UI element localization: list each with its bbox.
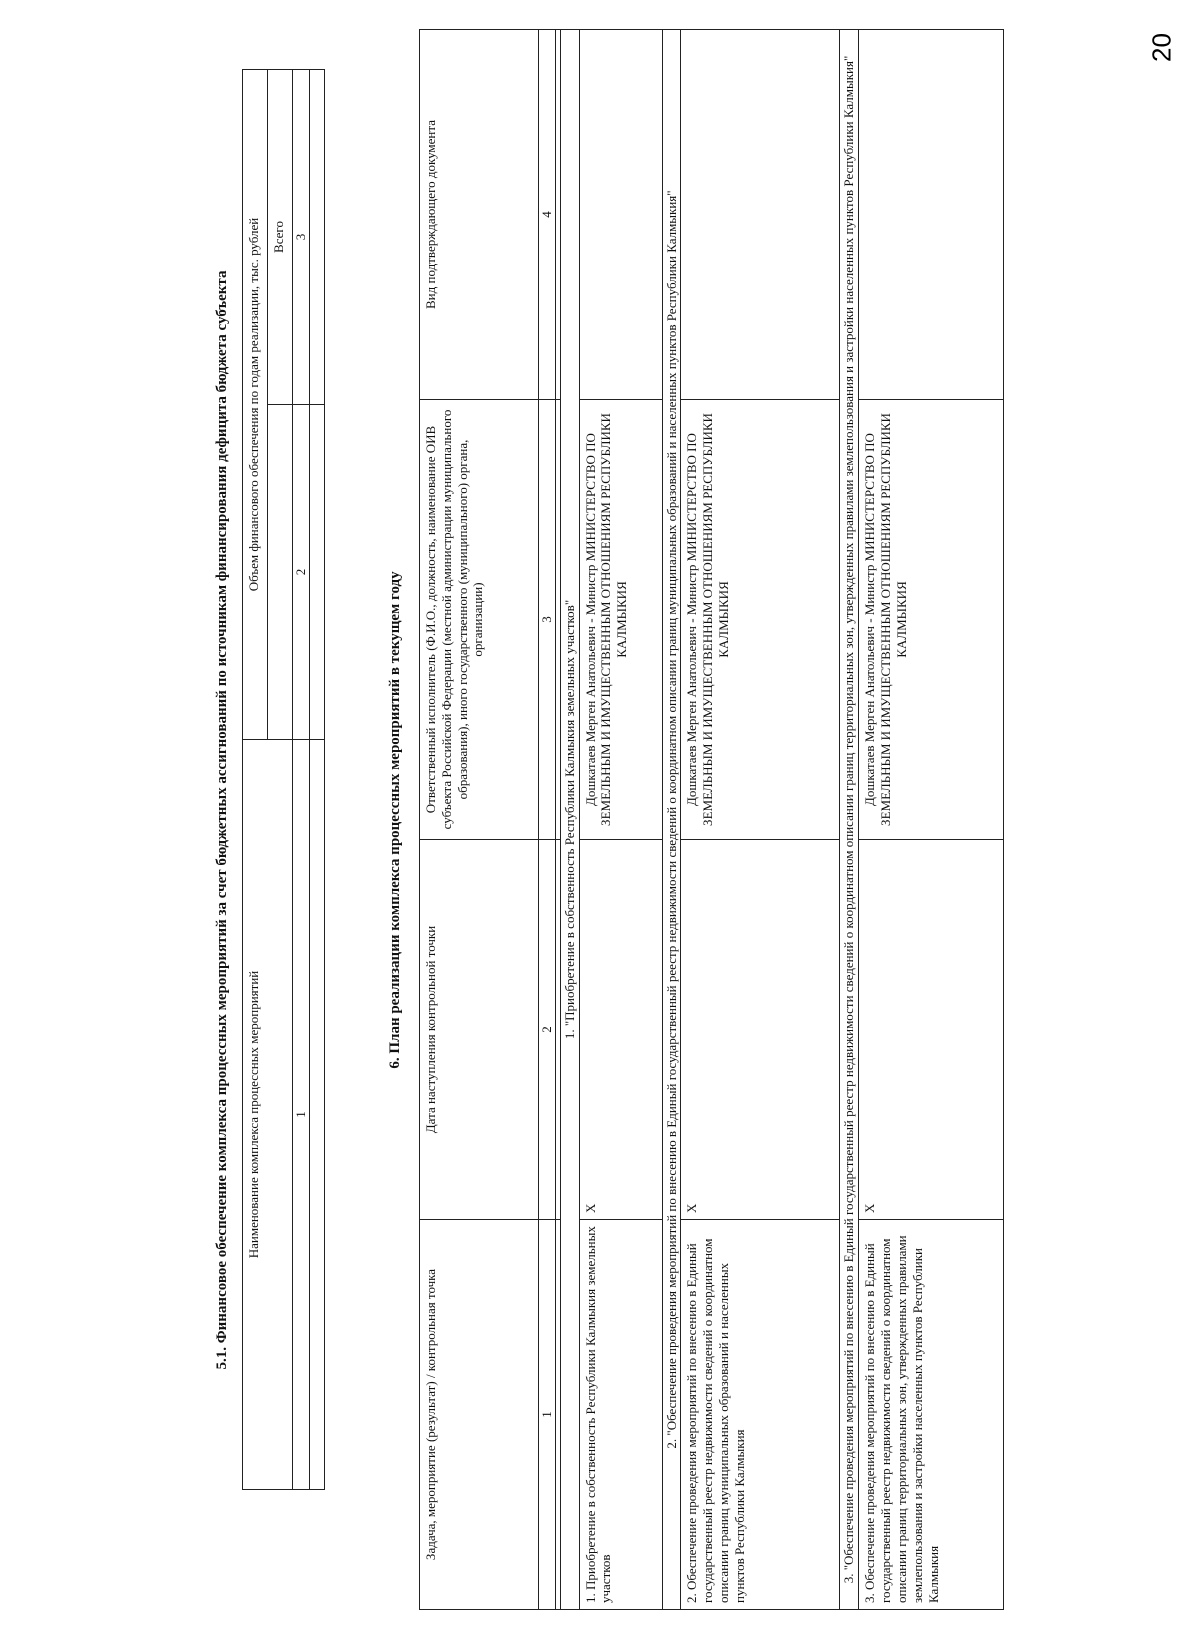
header-responsible: Ответственный исполнитель (Ф.И.О., должность, наименование ОИВ субъекта Российской Федерации (местной администрации муниципального образования), иного государственного (муниципального) органа, организации) [419, 400, 538, 840]
row-1-document [579, 30, 662, 400]
section-6-title: 6. План реализации комплекса процессных мероприятий в текущем году [386, 571, 403, 1069]
financing-table [242, 69, 325, 1490]
task-3-heading: 3. "Обеспечение проведения мероприятий по внесению в Единый государственный реестр недвижимости сведений о координатном описании границ территориальных зон, утвержденных правилами землепользования и застройки населенных пунктов Республики Калмыкия" [840, 30, 859, 1610]
empty-cell [309, 69, 324, 404]
row-2-date: X [681, 840, 840, 1220]
col-number-4: 4 [538, 30, 555, 400]
plan-table [419, 29, 1004, 1610]
col-number-3: 3 [538, 400, 555, 840]
table-row [681, 30, 840, 1610]
col-number-2: 2 [293, 405, 310, 740]
row-1-name: 1. Приобретение в собственность Республики Калмыкия земельных участков [579, 1220, 662, 1610]
col-volume-header: Объем финансового обеспечения по годам реализации, тыс. рублей [243, 69, 268, 739]
col-number-1: 1 [538, 1220, 555, 1610]
row-3-date: X [859, 840, 1004, 1220]
header-date: Дата наступления контрольной точки [419, 840, 538, 1220]
header-document: Вид подтверждающего документа [419, 30, 538, 400]
row-3-name: 3. Обеспечение проведения мероприятий по внесению в Единый государственный реестр недвижимости сведений о координатном описании границ территориальных зон, утвержденных правилами землепользования и застройки населенных пунктов Республики Калмыкия [859, 1220, 1004, 1610]
landscape-content [210, 30, 1110, 1610]
row-3-responsible: Дошкатаев Мерген Анатольевич - Министр МИНИСТЕРСТВО ПО ЗЕМЕЛЬНЫМ И ИМУЩЕСТВЕННЫМ ОТНОШЕНИЯМ РЕСПУБЛИКИ КАЛМЫКИЯ [859, 400, 1004, 840]
task-1-heading: 1. "Приобретение в собственность Республики Калмыкия земельных участков" [560, 30, 579, 1610]
section-5-1-title: 5.1. Финансовое обеспечение комплекса процессных мероприятий за счет бюджетных ассигнований по источникам финансирования дефицита бюджета субъекта [214, 270, 230, 1370]
col-number-1: 1 [293, 740, 310, 1490]
row-2-document [681, 30, 840, 400]
row-2-responsible: Дошкатаев Мерген Анатольевич - Министр МИНИСТЕРСТВО ПО ЗЕМЕЛЬНЫМ И ИМУЩЕСТВЕННЫМ ОТНОШЕНИЯМ РЕСПУБЛИКИ КАЛМЫКИЯ [681, 400, 840, 840]
header-task: Задача, мероприятие (результат) / контрольная точка [419, 1220, 538, 1610]
col-total-header: Всего [268, 69, 293, 404]
task-2-heading: 2. "Обеспечение проведения мероприятий по внесению в Единый государственный реестр недвижимости сведений о координатном описании границ муниципальных образований и населенных пунктов Республики Калмыкия" [662, 30, 681, 1610]
col-year-header [268, 405, 293, 740]
table-row [859, 30, 1004, 1610]
empty-cell [309, 740, 324, 1490]
row-1-date: X [579, 840, 662, 1220]
col-number-3: 3 [293, 69, 310, 404]
empty-cell [309, 405, 324, 740]
row-3-document [859, 30, 1004, 400]
row-2-name: 2. Обеспечение проведения мероприятий по внесению в Единый государственный реестр недвижимости сведений о координатном описании границ муниципальных образований и населенных пунктов Республики Калмыкия [681, 1220, 840, 1610]
col-name-header: Наименование комплекса процессных мероприятий [243, 740, 293, 1490]
page-number: 20 [1146, 33, 1177, 63]
row-1-responsible: Дошкатаев Мерген Анатольевич - Министр МИНИСТЕРСТВО ПО ЗЕМЕЛЬНЫМ И ИМУЩЕСТВЕННЫМ ОТНОШЕНИЯМ РЕСПУБЛИКИ КАЛМЫКИЯ [579, 400, 662, 840]
table-row [579, 30, 662, 1610]
col-number-2: 2 [538, 840, 555, 1220]
